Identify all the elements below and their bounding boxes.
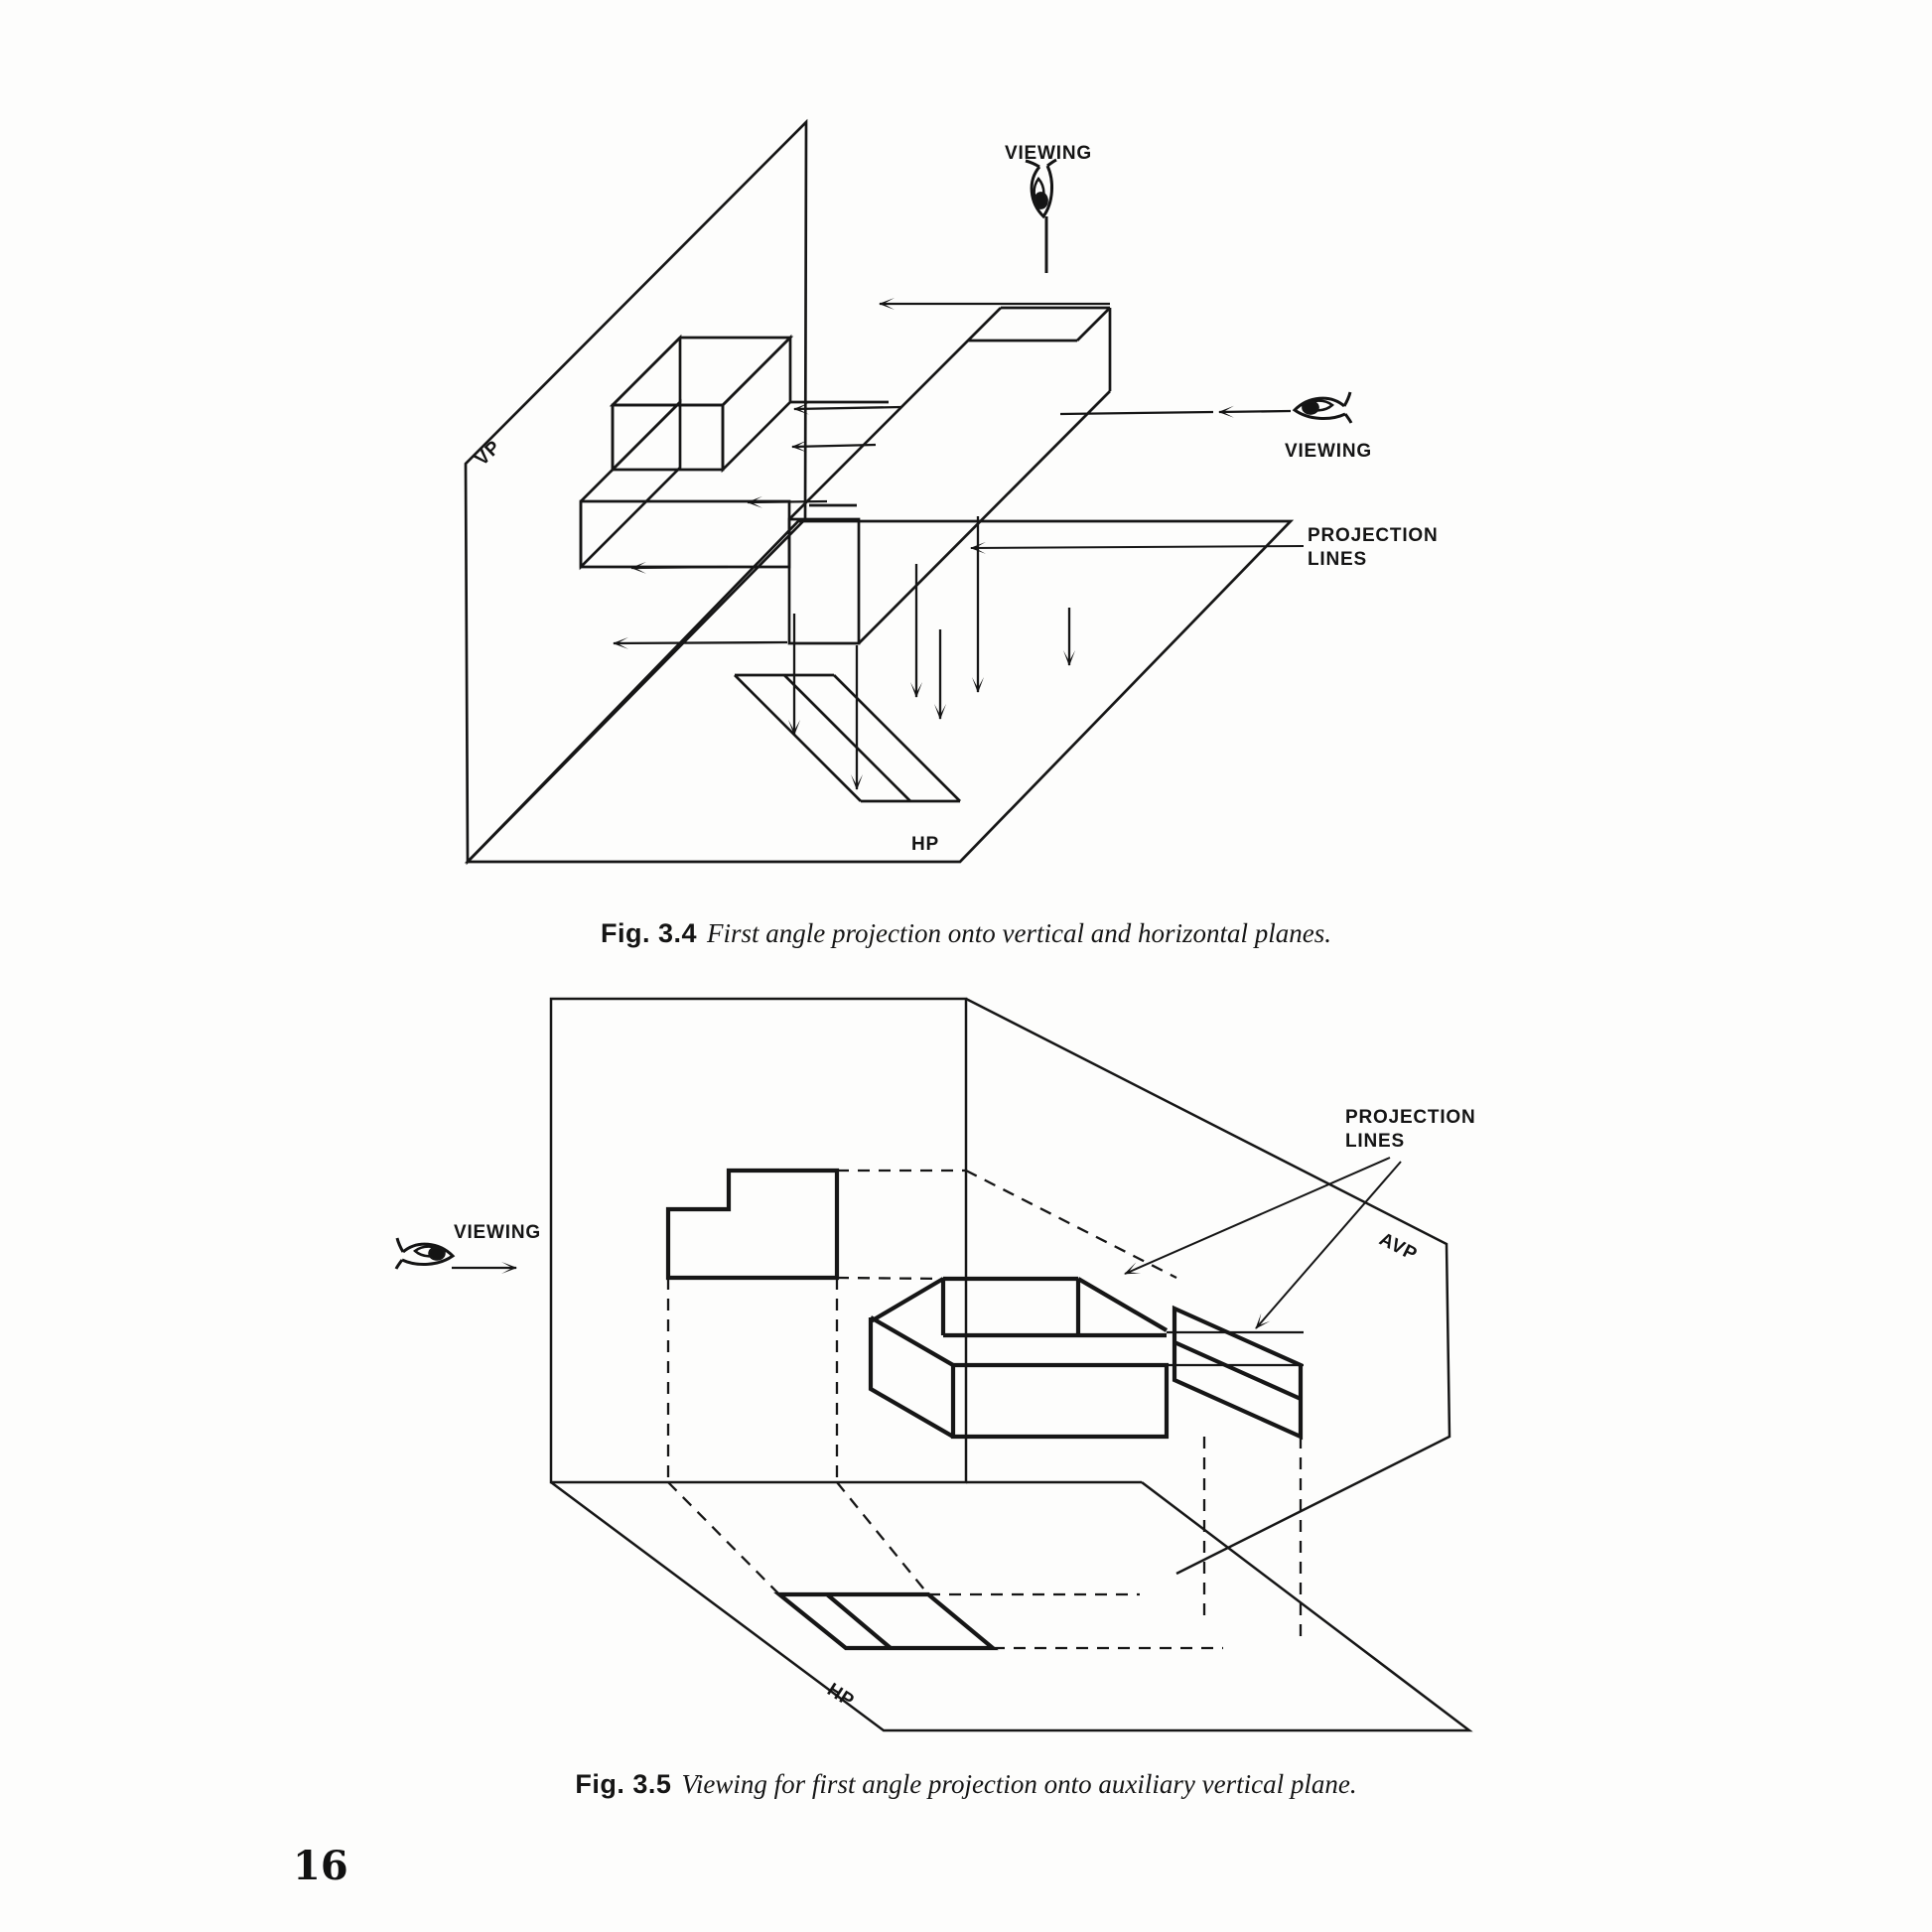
page-number: 16 <box>293 1843 348 1889</box>
figure-3-5 <box>396 999 1476 1730</box>
plan-projection <box>735 675 960 801</box>
figure-3-5-caption <box>0 1769 1932 1800</box>
object-block <box>581 308 1110 643</box>
vp-label: VP <box>471 436 505 471</box>
projection-arrows-left <box>614 304 1110 643</box>
hp-label: HP <box>911 834 939 855</box>
viewing-top <box>1026 160 1056 273</box>
avp-plane <box>966 999 1449 1574</box>
figure-3-4-caption <box>0 918 1932 949</box>
projection-lines-leaders <box>1125 1158 1401 1328</box>
figure-3-4-caption-number: Fig. 3.4 <box>601 918 698 948</box>
viewing-label: VIEWING <box>454 1222 541 1243</box>
projection-lines-leader <box>971 546 1304 548</box>
projection-lines-label-1: PROJECTION <box>1308 525 1439 546</box>
front-view-outline <box>668 1171 837 1278</box>
viewing-right-label: VIEWING <box>1285 441 1372 462</box>
hp-label: HP <box>823 1679 859 1713</box>
hp-plane <box>551 1482 1469 1730</box>
dashed-projectors <box>668 1171 1301 1648</box>
auxiliary-view <box>1174 1309 1301 1437</box>
projection-lines-label-1: PROJECTION <box>1345 1107 1476 1128</box>
eye-icon <box>396 1238 453 1269</box>
object-block <box>871 1279 1167 1437</box>
projection-arrows-down <box>794 516 1069 789</box>
plan-view <box>779 1594 993 1648</box>
hp-plane <box>468 521 1291 862</box>
vp-plane <box>466 122 806 862</box>
figure-3-4 <box>466 122 1439 862</box>
projection-lines-label-2: LINES <box>1308 549 1367 570</box>
avp-label: AVP <box>1375 1228 1421 1266</box>
eye-icon <box>1026 160 1056 216</box>
eye-icon <box>1295 392 1351 423</box>
figure-3-5-caption-text: Viewing for first angle projection onto auxiliary vertical plane. <box>681 1769 1357 1799</box>
viewing-top-label: VIEWING <box>1005 143 1092 164</box>
figure-3-4-caption-text: First angle projection onto vertical and horizontal planes. <box>707 918 1331 948</box>
figure-3-5-caption-number: Fig. 3.5 <box>575 1769 672 1799</box>
projection-lines-label-2: LINES <box>1345 1131 1405 1152</box>
